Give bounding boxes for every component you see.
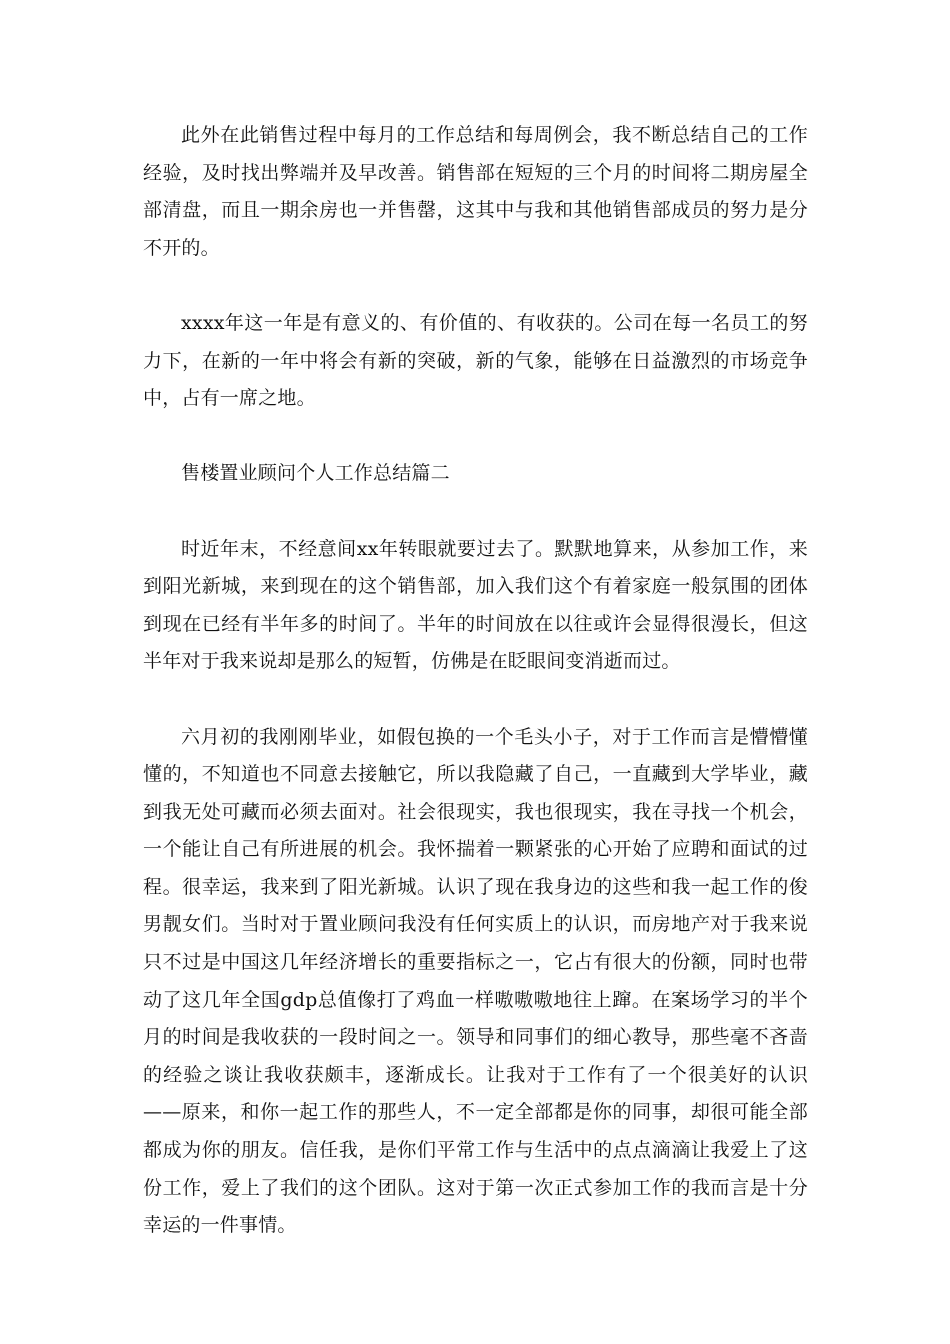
- paragraph-year-review: xxxx年这一年是有意义的、有价值的、有收获的。公司在每一名员工的努力下，在新的一年中将会有新的突破，新的气象，能够在日益激烈的市场竞争中，占有一席之地。: [143, 311, 808, 410]
- paragraph-sales-summary: 此外在此销售过程中每月的工作总结和每周例会，我不断总结自己的工作经验，及时找出弊端并及早改善。销售部在短短的三个月的时间将二期房屋全部清盘，而且一期余房也一并售罄，这其中与我和其他销售部成员的努力是分不开的。: [143, 124, 808, 259]
- paragraph-june-graduation: 六月初的我刚刚毕业，如假包换的一个毛头小子，对于工作而言是懵懵懂懂的，不知道也不同意去接触它，所以我隐藏了自己，一直藏到大学毕业，藏到我无处可藏而必须去面对。社会很现实，我也很现实，我在寻找一个机会，一个能让自己有所进展的机会。我怀揣着一颗紧张的心开始了应聘和面试的过程。很幸运，我来到了阳光新城。认识了现在我身边的这些和我一起工作的俊男靓女们。当时对于置业顾问我没有任何实质上的认识，而房地产对于我来说只不过是中国这几年经济增长的重要指标之一，它占有很大的份额，同时也带动了这几年全国gdp总值像打了鸡血一样嗷嗷嗷地往上蹿。在案场学习的半个月的时间是我收获的一段时间之一。领导和同事们的细心教导，那些毫不吝啬的经验之谈让我收获颇丰，逐渐成长。让我对于工作有了一个很美好的认识——原来，和你一起工作的那些人，不一定全部都是你的同事，却很可能全部都成为你的朋友。信任我，是你们平常工作与生活中的点点滴滴让我爱上了这份工作，爱上了我们的这个团队。这对于第一次正式参加工作的我而言是十分幸运的一件事情。: [143, 725, 808, 1237]
- paragraph-year-end: 时近年末，不经意间xx年转眼就要过去了。默默地算来，从参加工作，来到阳光新城，来到现在的这个销售部，加入我们这个有着家庭一般氛围的团体到现在已经有半年多的时间了。半年的时间放在以往或许会显得很漫长，但这半年对于我来说却是那么的短暂，仿佛是在眨眼间变消逝而过。: [143, 537, 808, 673]
- document-body: [143, 117, 808, 1282]
- section-heading: 售楼置业顾问个人工作总结篇二: [181, 462, 450, 485]
